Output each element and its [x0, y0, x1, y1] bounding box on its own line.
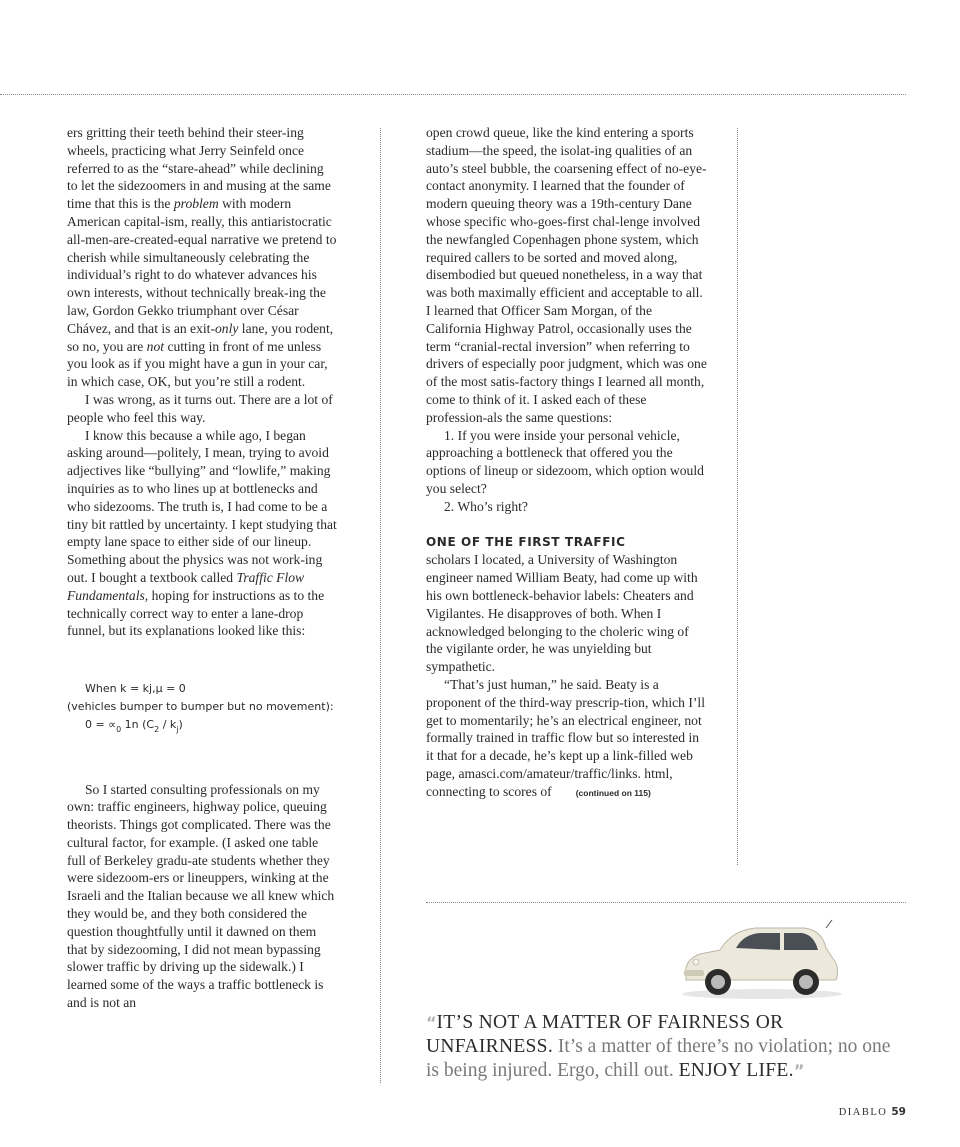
column-divider-2: [737, 128, 738, 865]
question-2: 2. Who’s right?: [444, 498, 528, 514]
page-number: 59: [891, 1106, 906, 1118]
left-column: [67, 124, 337, 1012]
magazine-name: DIABLO: [838, 1107, 888, 1118]
middle-paragraph-2: scholars I located, a University of Washington engineer named William Beaty, had come up with his own bottleneck-behavior labels: Cheaters and Vigilantes. He disapproves of both. When I acknowledged belonging to the choleric wing of the vigilante order, he was unyielding but sympathetic.: [426, 552, 698, 675]
section-dotted-rule: [426, 902, 906, 903]
quote-tail: ENJOY LIFE.: [678, 1060, 794, 1081]
open-quote-mark: “: [426, 1013, 437, 1032]
quote-body: It’s a matter of there’s no violation; no one is being injured. Ergo, chill out.: [426, 1036, 891, 1081]
quote-lead: IT’S NOT A MATTER OF FAIRNESS OR UNFAIRNESS.: [426, 1012, 784, 1057]
left-paragraph-1: ers gritting their teeth behind their steer-ing wheels, practicing what Jerry Seinfeld once referred to as the “stare-ahead” while declining to let the sidezoomers in and musing at the same time that this is the problem with modern American capital-ism, really, this antiaristocratic all-men-are-created-equal narrative we pretend to cherish while simultaneously celebrating the individual’s right to do whatever advances his own interests, without technically break-ing the law, Gordon Gekko triumphant over César Chávez, and that is an exit-only lane, you rodent, so no, you are not cutting in front of me unless you look as if you might have a gun in your car, in which case, OK, but you’re still a rodent.: [67, 125, 337, 390]
car-illustration: [676, 918, 846, 1000]
formula-block: [67, 680, 337, 738]
left-paragraph-3: I know this because a while ago, I began asking around—politely, I mean, trying to avoid adjectives like “bullying” and “lowlife,” making inquiries as to who lines up at bottlenecks and who sidezooms. The truth is, I had come to be a tiny bit rattled by uncertainty. I kept studying that empty lane space to either side of our lineup. Something about the physics was not work-ing out. I bought a textbook called Traffic Flow Fundamentals, hoping for instructions as to the technically correct way to enter a lane-drop funnel, but its explanations looked like this:: [67, 427, 337, 639]
section-subhead: ONE OF THE FIRST TRAFFIC: [426, 534, 626, 549]
middle-paragraph-1: open crowd queue, like the kind entering a sports stadium—the speed, the isolat-ing qualities of an auto’s steel bubble, the coarsening effect of no-eye-contact anonymity. I learned that the founder of modern queuing theory was a 19th-century Dane whose specific who-goes-first chal-lenge involved the newfangled Copenhagen phone system, which required callers to be sorted and moved along, disembodied but queued nonetheless, in a way that was both maximally efficient and acceptable to all. I learned that Officer Sam Morgan, of the California Highway Patrol, occasionally uses the term “cranial-rectal inversion” when referring to drivers of especially poor judgment, which was one of the most satis-factory things I learned all month, come to think of it. I asked each of these profession-als the same questions:: [426, 125, 707, 425]
formula-line-3: $0 = \propto_0$ 1n $(C_2 / k_j)$: [85, 717, 183, 734]
left-paragraph-4: So I started consulting professionals on my own: traffic engineers, highway police, queuing theorists. Things got complicated. There was the cultural factor, for example. (I asked one table full of Berkeley gradu-ate students whether they were sidezoom-ers or lineuppers, winking at the Israeli and the Italian because we all knew which they would be, and they both considered the question thoughtfully until it dawned on them that by sidezooming, I did not mean bypassing slower traffic by driving up the sidewalk.) I learned some of the ways a traffic bottleneck is and is not an: [67, 781, 335, 1011]
formula-line-1: When k = kj,μ = 0: [85, 682, 186, 696]
middle-paragraph-3: “That’s just human,” he said. Beaty is a proponent of the third-way prescrip-tion, which I’ll get to momentarily; he’s an electrical engineer, not formally trained in traffic flow but so interested in it that for a decade, he’s kept up a link-filled web page, amasci.com/amateur/traffic/links. html, connecting to scores of (continued on 115): [426, 676, 705, 799]
middle-column: [426, 124, 708, 802]
page-folio: [839, 1106, 906, 1118]
continued-note: (continued on 115): [575, 787, 651, 798]
formula-line-2: (vehicles bumper to bumper but no movement):: [67, 699, 334, 713]
question-1: 1. If you were inside your personal vehicle, approaching a bottleneck that offered you the options of lineup or sidezoom, which option would you select?: [426, 427, 704, 496]
left-paragraph-2: I was wrong, as it turns out. There are a lot of people who feel this way.: [67, 391, 333, 425]
top-dotted-rule: [0, 94, 906, 95]
column-divider-1: [380, 128, 381, 1083]
close-quote-mark: ”: [793, 1061, 805, 1080]
pull-quote: [426, 1011, 906, 1083]
